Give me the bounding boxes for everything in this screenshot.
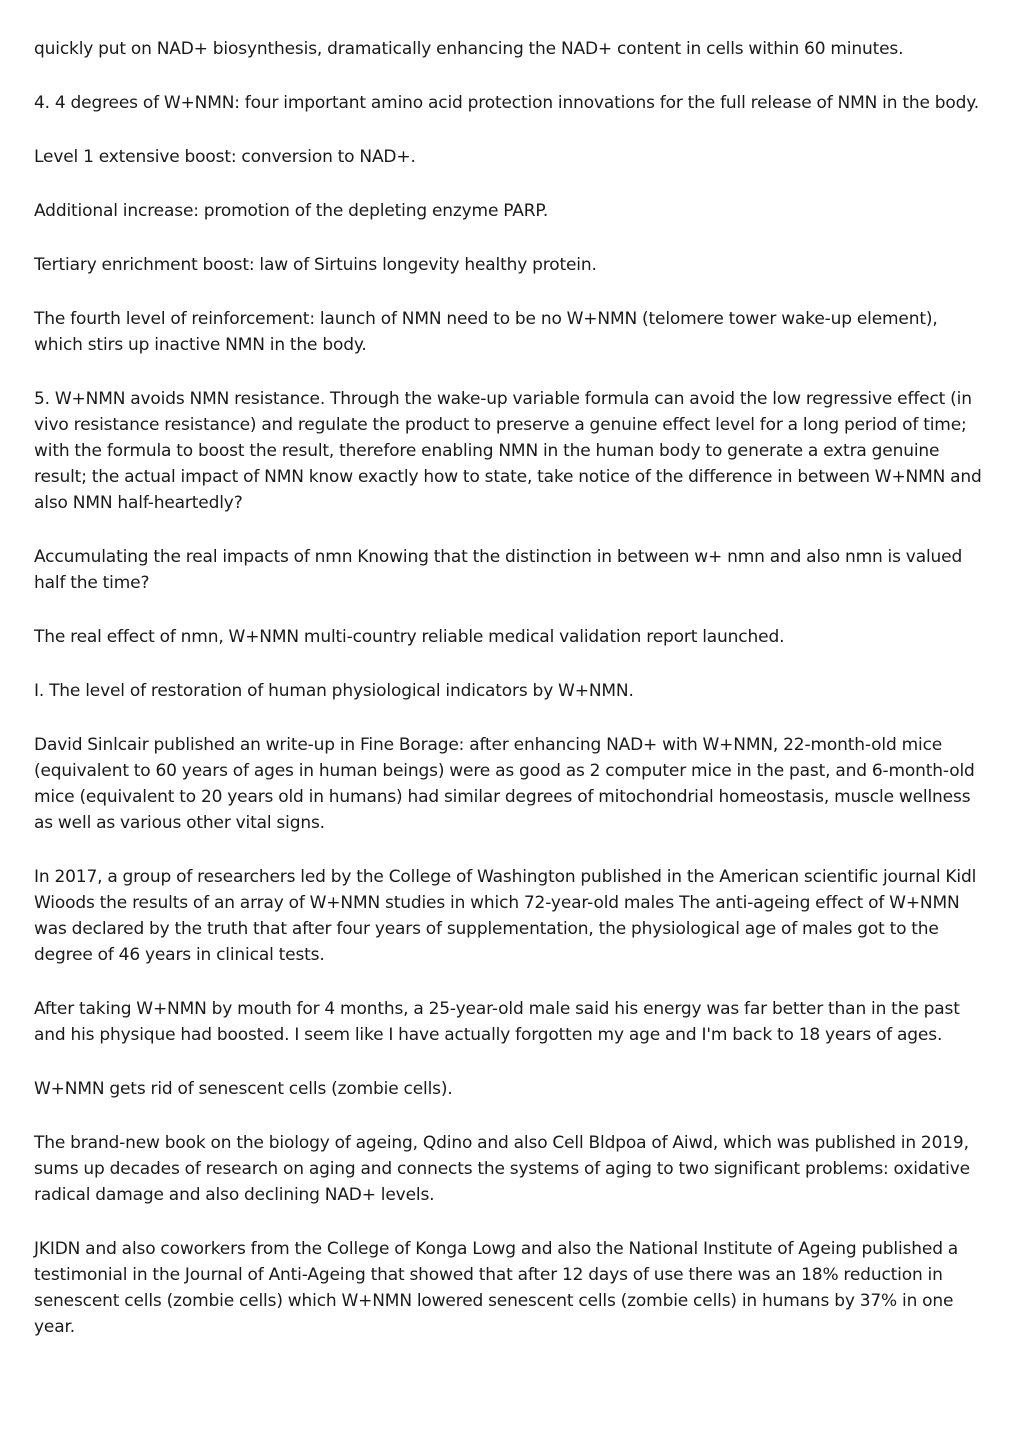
- paragraph: The fourth level of reinforcement: launch of NMN need to be no W+NMN (telomere tower wake-up element), which stirs up inactive NMN in the body.: [34, 309, 938, 355]
- paragraph: The brand-new book on the biology of ageing, Qdino and also Cell Bldpoa of Aiwd, which was published in 2019, sums up decades of research on aging and connects the systems of aging to two significant problems: oxidative radical damage and also declining NAD+ levels.: [34, 1133, 970, 1205]
- paragraph: I. The level of restoration of human physiological indicators by W+NMN.: [34, 681, 634, 701]
- paragraph: Accumulating the real impacts of nmn Knowing that the distinction in between w+ nmn and also nmn is valued half the time?: [34, 547, 963, 593]
- paragraph: Tertiary enrichment boost: law of Sirtuins longevity healthy protein.: [34, 255, 597, 275]
- paragraph: In 2017, a group of researchers led by the College of Washington published in the American scientific journal Kidl Wioods the results of an array of W+NMN studies in which 72-year-old males The anti-ageing effect of W+NMN was declared by the truth that after four years of supplementation, the physiological age of males got to the degree of 46 years in clinical tests.: [34, 867, 977, 965]
- paragraph: 4. 4 degrees of W+NMN: four important amino acid protection innovations for the full release of NMN in the body.: [34, 93, 979, 113]
- paragraph: 5. W+NMN avoids NMN resistance. Through the wake-up variable formula can avoid the low regressive effect (in vivo resistance resistance) and regulate the product to preserve a genuine effect level for a long period of time; with the formula to boost the result, therefore enabling NMN in the human body to generate a extra genuine result; the actual impact of NMN know exactly how to state, take notice of the difference in between W+NMN and also NMN half-heartedly?: [34, 389, 982, 513]
- paragraph: quickly put on NAD+ biosynthesis, dramatically enhancing the NAD+ content in cells within 60 minutes.: [34, 39, 904, 59]
- paragraph: Level 1 extensive boost: conversion to NAD+.: [34, 147, 416, 167]
- paragraph: W+NMN gets rid of senescent cells (zombie cells).: [34, 1079, 453, 1099]
- paragraph: After taking W+NMN by mouth for 4 months, a 25-year-old male said his energy was far better than in the past and his physique had boosted. I seem like I have actually forgotten my age and I'm back to 18 years of ages.: [34, 999, 960, 1045]
- paragraph: JKIDN and also coworkers from the College of Konga Lowg and also the National Institute of Ageing published a testimonial in the Journal of Anti-Ageing that showed that after 12 days of use there was an 18% reduction in senescent cells (zombie cells) which W+NMN lowered senescent cells (zombie cells) in humans by 37% in one year.: [34, 1239, 959, 1337]
- paragraph: David Sinlcair published an write-up in Fine Borage: after enhancing NAD+ with W+NMN, 22-month-old mice (equivalent to 60 years of ages in human beings) were as good as 2 computer mice in the past, and 6-month-old mice (equivalent to 20 years old in humans) had similar degrees of mitochondrial homeostasis, muscle wellness as well as various other vital signs.: [34, 735, 975, 833]
- paragraph: Additional increase: promotion of the depleting enzyme PARP.: [34, 201, 549, 221]
- paragraph: The real effect of nmn, W+NMN multi-country reliable medical validation report launched.: [34, 627, 785, 647]
